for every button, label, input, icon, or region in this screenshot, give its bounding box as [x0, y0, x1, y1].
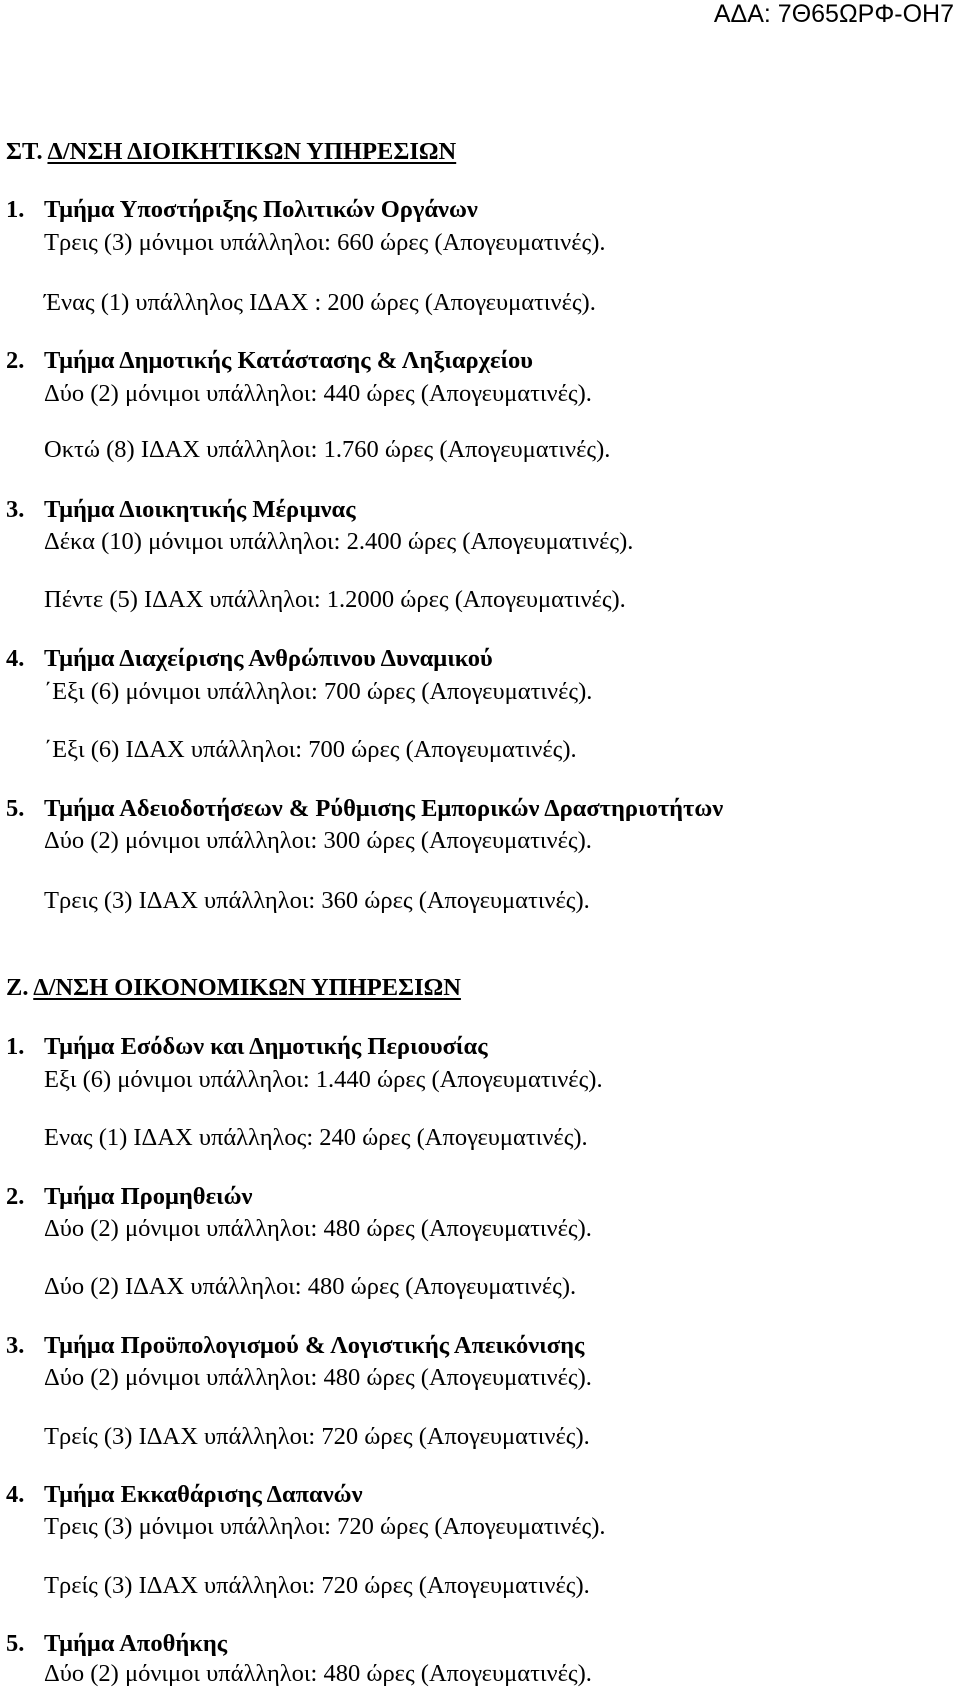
department-name: Τμήμα Δημοτικής Κατάστασης & Ληξιαρχείου — [44, 347, 534, 374]
department-title — [6, 1481, 363, 1509]
staff-line: Τρεις (3) μόνιμοι υπάλληλοι: 720 ώρες (Απογευματινές). — [44, 1513, 606, 1540]
section-title-financial — [6, 974, 461, 1002]
section-name: Δ/ΝΣΗ ΔΙΟΙΚΗΤΙΚΩΝ ΥΠΗΡΕΣΙΩΝ — [47, 138, 457, 165]
department-number: 5. — [6, 1630, 25, 1657]
staff-line: ΄Εξι (6) μόνιμοι υπάλληλοι: 700 ώρες (Απογευματινές). — [44, 678, 593, 705]
department-number: 1. — [6, 1033, 25, 1060]
department-number: 3. — [6, 496, 25, 523]
staff-line: Τρεις (3) ΙΔΑΧ υπάλληλοι: 360 ώρες (Απογευματινές). — [44, 887, 590, 914]
department-title — [6, 347, 533, 375]
department-number: 4. — [6, 645, 25, 672]
section-prefix: Ζ. — [6, 974, 29, 1001]
staff-line: Τρεις (3) μόνιμοι υπάλληλοι: 660 ώρες (Απογευματινές). — [44, 229, 606, 256]
department-title — [6, 196, 478, 224]
department-number: 4. — [6, 1481, 25, 1508]
staff-line: Ενας (1) ΙΔΑΧ υπάλληλος: 240 ώρες (Απογευματινές). — [44, 1124, 588, 1151]
staff-line: ΄Εξι (6) ΙΔΑΧ υπάλληλοι: 700 ώρες (Απογευματινές). — [44, 736, 577, 763]
staff-line: Δύο (2) μόνιμοι υπάλληλοι: 480 ώρες (Απογευματινές). — [44, 1660, 592, 1687]
department-number: 1. — [6, 196, 25, 223]
department-name: Τμήμα Διαχείρισης Ανθρώπινου Δυναμικού — [44, 645, 493, 672]
staff-line: Τρείς (3) ΙΔΑΧ υπάλληλοι: 720 ώρες (Απογευματινές). — [44, 1423, 590, 1450]
staff-line: Πέντε (5) ΙΔΑΧ υπάλληλοι: 1.2000 ώρες (Απογευματινές). — [44, 586, 626, 613]
section-name: Δ/ΝΣΗ ΟΙΚΟΝΟΜΙΚΩΝ ΥΠΗΡΕΣΙΩΝ — [33, 974, 461, 1001]
department-name: Τμήμα Εσόδων και Δημοτικής Περιουσίας — [44, 1033, 488, 1060]
staff-line: Δύο (2) μόνιμοι υπάλληλοι: 480 ώρες (Απογευματινές). — [44, 1215, 592, 1242]
staff-line: Οκτώ (8) ΙΔΑΧ υπάλληλοι: 1.760 ώρες (Απογευματινές). — [44, 436, 611, 463]
department-name: Τμήμα Εκκαθάρισης Δαπανών — [44, 1481, 363, 1508]
department-name: Τμήμα Διοικητικής Μέριμνας — [44, 496, 356, 523]
department-title — [6, 1033, 488, 1061]
department-number: 2. — [6, 347, 25, 374]
department-title — [6, 496, 356, 524]
staff-line: Δέκα (10) μόνιμοι υπάλληλοι: 2.400 ώρες (Απογευματινές). — [44, 528, 634, 555]
department-title — [6, 1183, 253, 1211]
ada-code: ΑΔΑ: 7Θ65ΩΡΦ-ΟΗ7 — [713, 0, 954, 28]
department-title — [6, 645, 493, 673]
section-prefix: ΣΤ. — [6, 138, 43, 165]
department-name: Τμήμα Υποστήριξης Πολιτικών Οργάνων — [44, 196, 478, 223]
department-name: Τμήμα Αποθήκης — [44, 1630, 228, 1657]
section-title-administrative — [6, 138, 456, 166]
staff-line: Δύο (2) μόνιμοι υπάλληλοι: 480 ώρες (Απογευματινές). — [44, 1364, 592, 1391]
department-name: Τμήμα Προμηθειών — [44, 1183, 253, 1210]
staff-line: Ένας (1) υπάλληλος ΙΔΑΧ : 200 ώρες (Απογευματινές). — [44, 289, 596, 316]
department-name: Τμήμα Αδειοδοτήσεων & Ρύθμισης Εμπορικών Δραστηριοτήτων — [44, 795, 724, 822]
department-title — [6, 1332, 584, 1360]
department-name: Τμήμα Προϋπολογισμού & Λογιστικής Απεικόνισης — [44, 1332, 585, 1359]
staff-line: Τρείς (3) ΙΔΑΧ υπάλληλοι: 720 ώρες (Απογευματινές). — [44, 1572, 590, 1599]
department-title — [6, 1630, 227, 1658]
staff-line: Εξι (6) μόνιμοι υπάλληλοι: 1.440 ώρες (Απογευματινές). — [44, 1066, 603, 1093]
department-number: 3. — [6, 1332, 25, 1359]
department-number: 5. — [6, 795, 25, 822]
staff-line: Δύο (2) μόνιμοι υπάλληλοι: 300 ώρες (Απογευματινές). — [44, 827, 592, 854]
staff-line: Δύο (2) μόνιμοι υπάλληλοι: 440 ώρες (Απογευματινές). — [44, 380, 592, 407]
staff-line: Δύο (2) ΙΔΑΧ υπάλληλοι: 480 ώρες (Απογευματινές). — [44, 1273, 577, 1300]
department-title — [6, 795, 723, 823]
department-number: 2. — [6, 1183, 25, 1210]
